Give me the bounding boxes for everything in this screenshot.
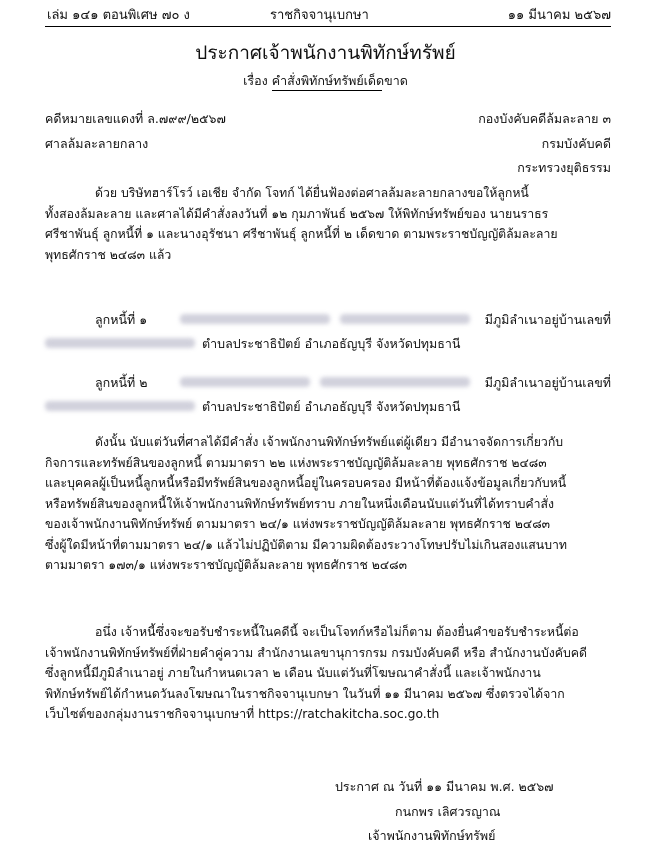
debtor2-domicile: มีภูมิลำเนาอยู่บ้านเลขที่ — [484, 375, 611, 390]
signatory-position: เจ้าพนักงานพิทักษ์ทรัพย์ — [368, 828, 496, 843]
para2-line: ซึ่งผู้ใดมีหน้าที่ตามมาตรา ๒๔/๑ แล้วไม่ปฏิบัติตาม มีความผิดต้องระวางโทษปรับไม่เกินสองแสนบาท — [45, 537, 568, 552]
subject-underline — [272, 90, 382, 91]
para2-line: และบุคคลผู้เป็นหนี้ลูกหนี้หรือมีทรัพย์สินของลูกหนี้อยู่ในครอบครอง มีหน้าที่ต้องแจ้งข้อมูลเกี่ยวกับหนี้ — [45, 476, 567, 490]
paragraph-creditors — [45, 622, 605, 725]
paragraph-petition — [45, 183, 605, 265]
para1-line: ศรีชาพันธุ์ ลูกหนี้ที่ ๑ และนางอุรัชนา ศรีชาพันธุ์ ลูกหนี้ที่ ๒ เด็ดขาด ตามพระราชบัญญัติล้มละลาย — [45, 227, 558, 241]
para3-line: เจ้าพนักงานพิทักษ์ทรัพย์ที่ฝ่ายคำคู่ความ สำนักงานเลขานุการกรม กรมบังคับคดี หรือ สำนักงานบังคับคดี — [45, 645, 588, 660]
para2-line: ตามมาตรา ๑๗๓/๑ แห่งพระราชบัญญัติล้มละลาย พุทธศักราช ๒๔๘๓ — [45, 558, 408, 572]
paragraph-authority — [45, 432, 605, 576]
gazette-name: ราชกิจจานุเบกษา — [270, 8, 369, 23]
para3-line: ซึ่งลูกหนี้มีภูมิลำเนาอยู่ ภายในกำหนดเวลา ๒ เดือน นับแต่วันที่โฆษณาคำสั่งนี้ และเจ้าพนักงาน — [45, 666, 541, 680]
department-name: กรมบังคับคดี — [541, 136, 611, 151]
redacted-name — [340, 314, 470, 324]
gazette-date: ๑๑ มีนาคม ๒๕๖๗ — [507, 8, 611, 23]
para3-line: เว็บไซต์ของกลุ่มงานราชกิจจานุเบกษาที่ https://ratchakitcha.soc.go.th — [45, 707, 440, 721]
redacted-address — [45, 401, 195, 411]
signatory-name: กนกพร เลิศวรญาณ — [395, 804, 501, 819]
para1-line: ทั้งสองล้มละลาย และศาลได้มีคำสั่งลงวันที่ ๑๒ กุมภาพันธ์ ๒๕๖๗ ให้พิทักษ์ทรัพย์ของ นายนราธร — [45, 206, 549, 221]
court-name: ศาลล้มละลายกลาง — [45, 136, 149, 151]
gazette-volume: เล่ม ๑๔๑ ตอนพิเศษ ๗๐ ง — [47, 8, 190, 23]
para3-line: พิทักษ์ทรัพย์ได้กำหนดวันลงโฆษณาในราชกิจจานุเบกษา ในวันที่ ๑๑ มีนาคม ๒๕๖๗ ซึ่งตรวจได้จาก — [45, 686, 565, 701]
para3-line: อนึ่ง เจ้าหนี้ซึ่งจะขอรับชำระหนี้ในคดีนี้ จะเป็นโจทก์หรือไม่ก็ตาม ต้องยื่นคำขอรับชำระหนี้ต่อ — [95, 625, 579, 639]
document-subject: เรื่อง คำสั่งพิทักษ์ทรัพย์เด็ดขาด — [243, 73, 408, 88]
case-number: คดีหมายเลขแดงที่ ล.๗๙๙/๒๕๖๗ — [45, 111, 226, 126]
debtor2-label: ลูกหนี้ที่ ๒ — [95, 375, 148, 390]
division-name: กองบังคับคดีล้มละลาย ๓ — [478, 111, 611, 126]
debtor2-address: ตำบลประชาธิปัตย์ อำเภอธัญบุรี จังหวัดปทุมธานี — [202, 399, 461, 414]
para1-line: ด้วย บริษัทฮาร์โรว์ เอเชีย จำกัด โจทก์ ได้ยื่นฟ้องต่อศาลล้มละลายกลางขอให้ลูกหนี้ — [95, 186, 529, 200]
para2-line: กิจการและทรัพย์สินของลูกหนี้ ตามมาตรา ๒๒ แห่งพระราชบัญญัติล้มละลาย พุทธศักราช ๒๔๘๓ — [45, 455, 547, 470]
debtor1-domicile: มีภูมิลำเนาอยู่บ้านเลขที่ — [484, 312, 611, 327]
debtor1-label: ลูกหนี้ที่ ๑ — [95, 312, 148, 327]
ministry-name: กระทรวงยุติธรรม — [517, 160, 611, 175]
redacted-name — [180, 314, 330, 324]
redacted-name — [180, 377, 310, 387]
para2-line: ดังนั้น นับแต่วันที่ศาลได้มีคำสั่ง เจ้าพนักงานพิทักษ์ทรัพย์แต่ผู้เดียว มีอำนาจจัดการเกี่ยวกับ — [95, 435, 564, 449]
para2-line: ของเจ้าพนักงานพิทักษ์ทรัพย์ ตามมาตรา ๒๔/๑ แห่งพระราชบัญญัติล้มละลาย พุทธศักราช ๒๔๘๓ — [45, 517, 551, 531]
para1-line: พุทธศักราช ๒๔๘๓ แล้ว — [45, 247, 172, 262]
redacted-name — [320, 377, 470, 387]
header-rule — [45, 26, 611, 27]
document-title: ประกาศเจ้าพนักงานพิทักษ์ทรัพย์ — [195, 42, 456, 64]
para2-line: หรือทรัพย์สินของลูกหนี้ให้เจ้าพนักงานพิทักษ์ทรัพย์ทราบ ภายในหนึ่งเดือนนับแต่วันที่ได้ทราบคำสั่ง — [45, 496, 555, 511]
redacted-address — [45, 338, 195, 348]
announcement-date: ประกาศ ณ วันที่ ๑๑ มีนาคม พ.ศ. ๒๕๖๗ — [335, 779, 554, 794]
debtor1-address: ตำบลประชาธิปัตย์ อำเภอธัญบุรี จังหวัดปทุมธานี — [202, 336, 461, 351]
